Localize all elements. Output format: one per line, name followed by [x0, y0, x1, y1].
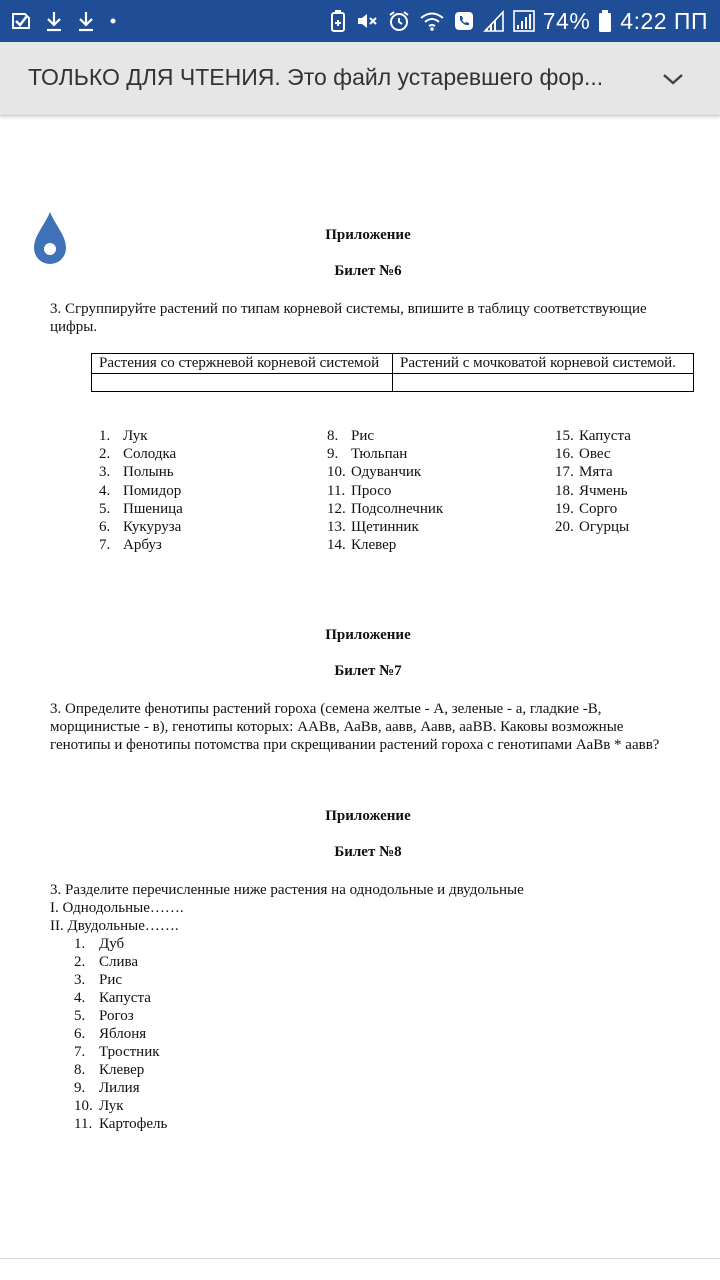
list-item: 3. Полынь	[99, 464, 174, 481]
list-item: 3. Рис	[74, 972, 123, 988]
ticket8-plant-list	[74, 935, 167, 1133]
clock: 4:22 ПП	[620, 7, 708, 34]
list-item: 11. Картофель	[74, 1116, 168, 1132]
alarm-icon	[387, 9, 411, 33]
list-item: 8. Рис	[327, 428, 375, 444]
list-item: 18. Ячмень	[555, 482, 628, 499]
page-bottom-divider	[0, 1258, 720, 1259]
list-item: 9. Тюльпан	[327, 446, 408, 463]
list-item: 2. Слива	[74, 954, 139, 970]
list-item: 19. Сорго	[555, 500, 618, 517]
ticket6-heading: Приложение	[325, 227, 411, 243]
list-item: 6. Яблоня	[74, 1026, 147, 1042]
ticket7-heading: Приложение	[325, 627, 411, 643]
ticket7-question: 3. Определите фенотипы растений гороха (семена желтые - А, зеленые - а, гладкие -В, морщинистые - в), генотипы которых: ААВв, АаВв, аавв, Аавв, ааВВ. Каковы возможные генотипы и фенотипы потомства при скрещивании растений гороха с генотипами АаВв * аавв?	[50, 701, 660, 753]
list-item: 1. Дуб	[74, 936, 125, 952]
list-item: 1. Лук	[99, 428, 148, 444]
plant-list-col3	[555, 427, 631, 536]
ticket8-monocots: I. Однодольные…….	[50, 900, 184, 916]
list-item: 6. Кукуруза	[99, 519, 182, 536]
list-item: 10. Одуванчик	[327, 464, 422, 481]
dot-icon	[108, 10, 118, 32]
ticket8-text	[50, 881, 524, 935]
list-item: 4. Помидор	[99, 482, 182, 499]
readonly-banner[interactable]	[0, 42, 720, 116]
signal-icon	[483, 9, 505, 33]
mute-icon	[355, 9, 379, 33]
plant-list-col2	[327, 427, 443, 554]
list-item: 7. Тростник	[74, 1044, 160, 1060]
list-item: 5. Рогоз	[74, 1008, 134, 1024]
list-item: 11. Просо	[327, 482, 392, 499]
list-item: 4. Капуста	[74, 990, 151, 1006]
table-cell-empty	[92, 374, 393, 392]
table-header-taproot: Растения со стержневой корневой системой	[92, 354, 393, 374]
list-item: 14. Клевер	[327, 537, 397, 554]
plant-list-col1	[99, 427, 183, 554]
ticket8-title: Билет №8	[334, 844, 402, 860]
table-header-fibrous: Растений с мочковатой корневой системой.	[393, 354, 694, 374]
ticket8-dicots: II. Двудольные…….	[50, 918, 179, 934]
ticket8-question: 3. Разделите перечисленные ниже растения на однодольные и двудольные	[50, 882, 524, 898]
wifi-icon	[419, 9, 445, 33]
list-item: 12. Подсолнечник	[327, 500, 444, 517]
document-page[interactable]	[0, 116, 720, 1258]
ticket7-title: Билет №7	[334, 663, 402, 679]
status-bar	[0, 0, 720, 42]
root-system-table	[91, 353, 694, 392]
list-item: 5. Пшеница	[99, 500, 183, 517]
list-item: 17. Мята	[555, 464, 613, 481]
signal-icon	[513, 9, 535, 33]
list-item: 7. Арбуз	[99, 537, 162, 554]
readonly-banner-text: ТОЛЬКО ДЛЯ ЧТЕНИЯ. Это файл устаревшего фор...	[28, 64, 604, 90]
ticket6-title: Билет №6	[334, 263, 402, 279]
list-item: 8. Клевер	[74, 1062, 145, 1078]
list-item: 2. Солодка	[99, 446, 177, 463]
ticket8-heading: Приложение	[325, 808, 411, 824]
check-icon	[10, 10, 32, 32]
list-item: 10. Лук	[74, 1098, 124, 1114]
list-item: 16. Овес	[555, 446, 611, 463]
table-cell-empty	[393, 374, 694, 392]
list-item: 20. Огурцы	[555, 519, 630, 536]
list-item: 9. Лилия	[74, 1080, 140, 1096]
download-icon	[76, 10, 96, 32]
download-icon	[44, 10, 64, 32]
battery-icon	[598, 9, 612, 33]
battery-percent: 74%	[542, 7, 591, 34]
call-icon	[453, 9, 475, 33]
list-item: 15. Капуста	[555, 428, 631, 444]
ticket6-question: 3. Сгруппируйте растений по типам корневой системы, впишите в таблицу соответствующие цифры.	[50, 301, 647, 335]
battery-saver-icon	[329, 9, 347, 33]
chevron-down-icon[interactable]	[658, 64, 688, 94]
list-item: 13. Щетинник	[327, 519, 419, 536]
